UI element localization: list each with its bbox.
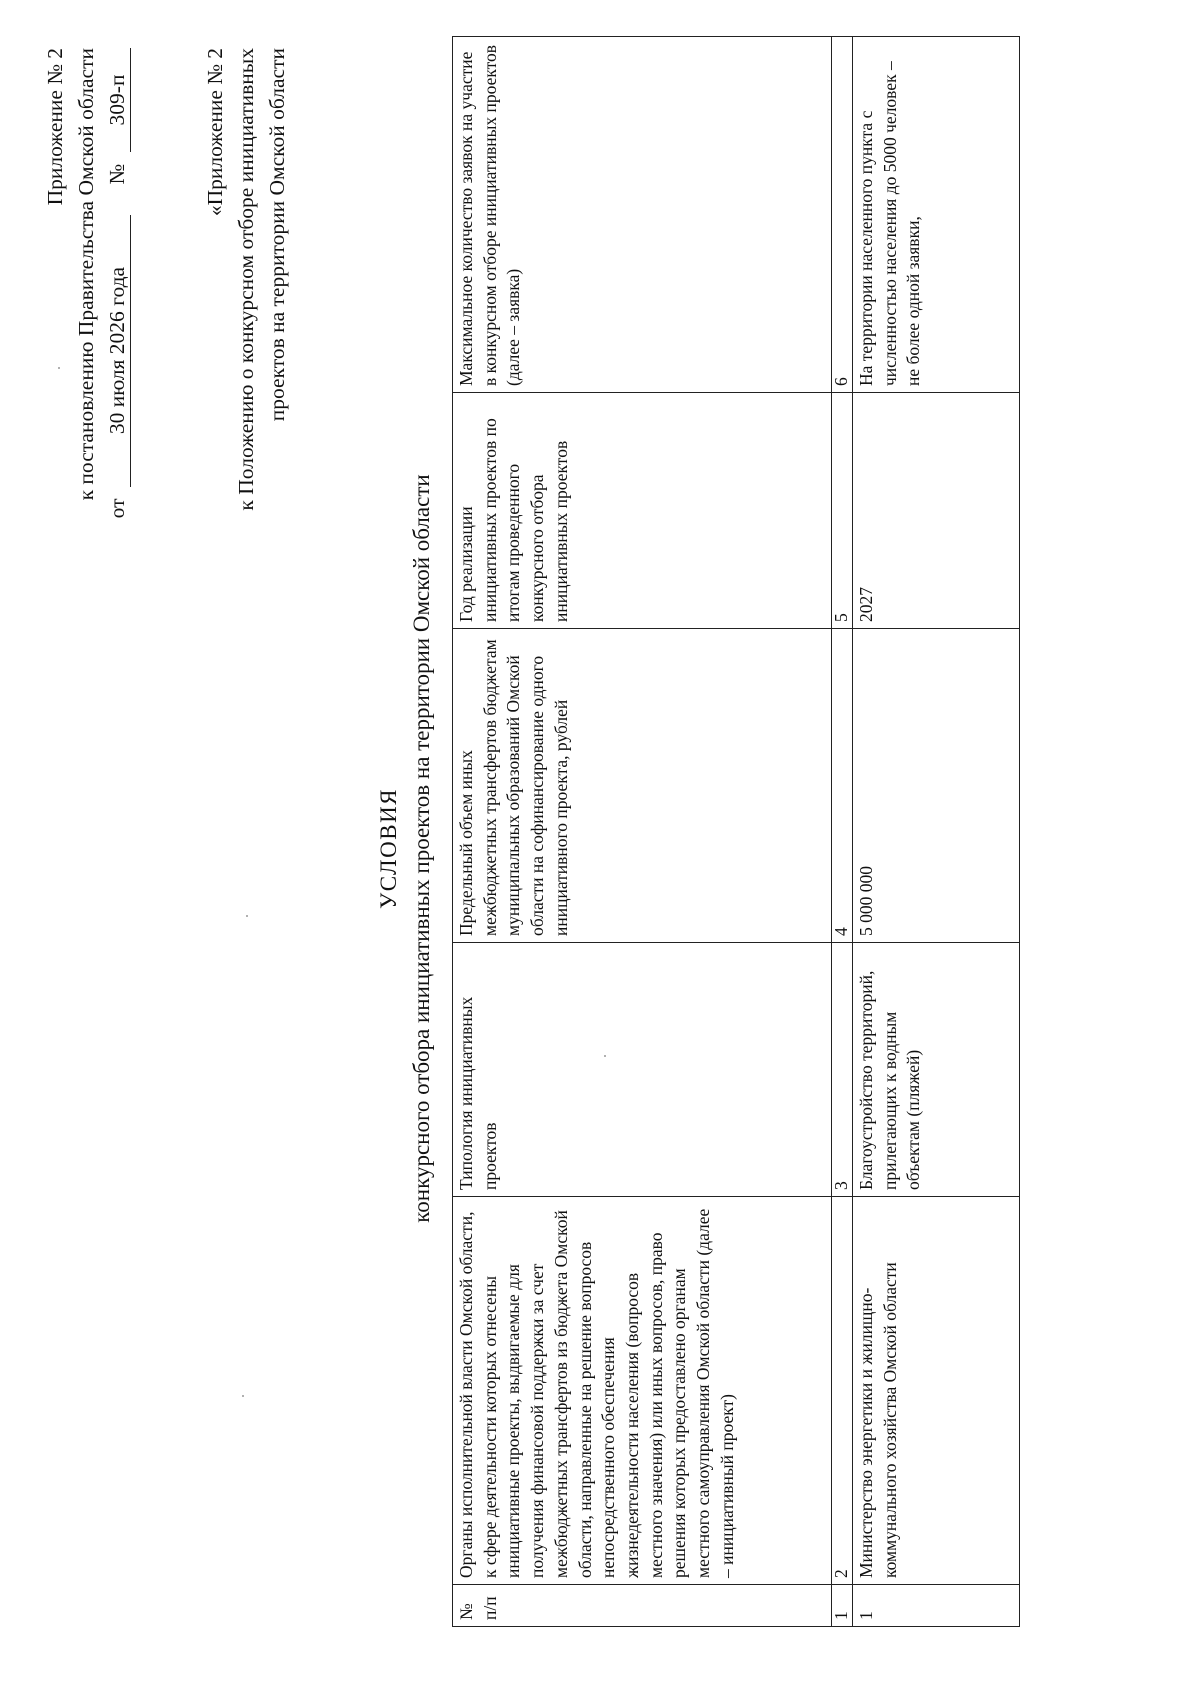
column-number: 1 bbox=[832, 1585, 853, 1627]
column-number: 2 bbox=[832, 1197, 853, 1585]
column-number: 3 bbox=[832, 943, 853, 1197]
column-header: Максимальное количество заявок на участие в конкурсном отборе инициативных проектов (далее – заявка) bbox=[453, 37, 832, 393]
document-title-block bbox=[372, 0, 438, 1697]
approval-number: 309-п bbox=[104, 48, 131, 152]
scan-speck bbox=[242, 1395, 244, 1397]
regulation-title-line: к Положению о конкурсном отборе инициативных bbox=[234, 48, 258, 511]
regulation-reference bbox=[200, 48, 293, 511]
column-number: 4 bbox=[832, 629, 853, 943]
table-row bbox=[853, 37, 1020, 1627]
document-subtitle: конкурсного отбора инициативных проектов на территории Омской области bbox=[409, 474, 434, 1223]
project-type-cell: Благоустройство территорий, прилегающих к водным объектам (пляжей) bbox=[853, 943, 1020, 1197]
column-number-row bbox=[832, 37, 853, 1627]
column-number: 5 bbox=[832, 393, 853, 629]
transfer-limit-cell: 5 000 000 bbox=[853, 629, 1020, 943]
document-title: УСЛОВИЯ bbox=[376, 787, 401, 910]
column-header: № п/п bbox=[453, 1585, 832, 1627]
column-header: Органы исполнительной власти Омской области, к сфере деятельности которых отнесены инициативные проекты, выдвигаемые для получения финансовой поддержки за счет межбюджетных трансфертов из бюджета Омской области, направленные на решение вопросов непосредственного обеспечения жизнедеятельности населения (вопросов местного значения) или иных вопросов, право решения которых предоставлено органам местного самоуправления Омской области (далее – инициативный проект) bbox=[453, 1197, 832, 1585]
implementation-year-cell: 2027 bbox=[853, 393, 1020, 629]
scan-speck bbox=[604, 1055, 606, 1057]
regulation-appendix-label: «Приложение № 2 bbox=[203, 48, 227, 217]
approval-date: 30 июля 2026 года bbox=[104, 215, 131, 487]
regulation-title-line: проектов на территории Омской области bbox=[265, 48, 289, 422]
approval-appendix-label: Приложение № 2 bbox=[43, 48, 67, 206]
column-header: Типология инициативных проектов bbox=[453, 943, 832, 1197]
table-header-row bbox=[453, 37, 832, 1627]
scan-speck bbox=[58, 367, 60, 369]
approval-from-label: от bbox=[105, 498, 129, 519]
executive-body-cell: Министерство энергетики и жилищно-коммунального хозяйства Омской области bbox=[853, 1197, 1020, 1585]
column-header: Предельный объем иных межбюджетных трансфертов бюджетам муниципальных образований Омской области на софинансирование одного инициативного проекта, рублей bbox=[453, 629, 832, 943]
conditions-table bbox=[452, 36, 1020, 1627]
scan-speck bbox=[246, 915, 248, 917]
approval-decree-ref: к постановлению Правительства Омской области bbox=[74, 48, 98, 501]
row-number: 1 bbox=[853, 1585, 1020, 1627]
column-header: Год реализации инициативных проектов по итогам проведенного конкурсного отбора инициативных проектов bbox=[453, 393, 832, 629]
approval-header bbox=[40, 48, 133, 518]
approval-number-label: № bbox=[105, 164, 129, 185]
column-number: 6 bbox=[832, 37, 853, 393]
max-applications-cell: На территории населенного пункта с численностью населения до 5000 человек – не более одной заявки, bbox=[853, 37, 1020, 393]
approval-date-number-line bbox=[102, 48, 133, 518]
